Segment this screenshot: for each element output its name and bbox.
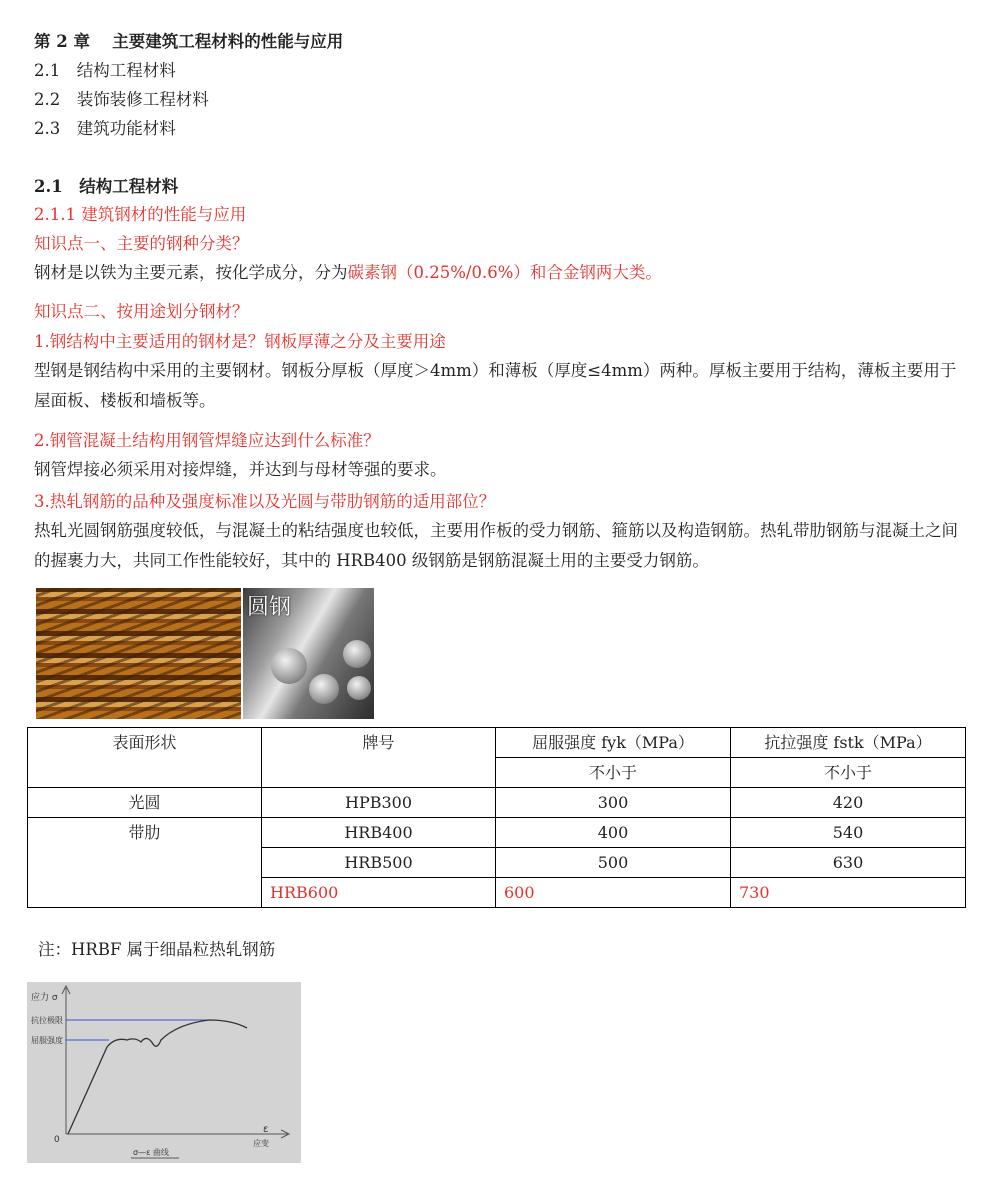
cell-grade: HRB600	[262, 878, 496, 908]
note: 注：HRBF 属于细晶粒热轧钢筋	[38, 940, 276, 959]
question-3: 3.热轧钢筋的品种及强度标准以及光圆与带肋钢筋的适用部位？	[34, 492, 496, 511]
header-tensile: 抗拉强度 fstk（MPa）	[731, 728, 966, 758]
rod-end	[347, 676, 371, 700]
curve-caption: σ—ε 曲线	[133, 1148, 169, 1157]
round-steel-label: 圆钢	[247, 595, 292, 620]
stress-strain-line	[68, 1020, 247, 1134]
k1-text-plain: 钢材是以铁为主要元素，按化学成分，分为	[34, 263, 348, 282]
round-steel-photo	[243, 588, 374, 719]
tensile-limit-label: 抗拉极限	[31, 1016, 63, 1025]
table-row	[28, 818, 966, 848]
question-2: 2.钢管混凝土结构用钢管焊缝应达到什么标准？	[34, 431, 380, 450]
rod-end	[343, 640, 371, 668]
section-heading: 2.1 结构工程材料	[34, 177, 179, 196]
header-grade: 牌号	[262, 728, 496, 788]
answer-1: 型钢是钢结构中采用的主要钢材。钢板分厚板（厚度＞4mm）和薄板（厚度≤4mm）两种。厚板主要用于结构，薄板主要用于屋面板、楼板和墙板等。	[34, 361, 957, 410]
cell-grade: HRB400	[262, 818, 496, 848]
knowledge-point-2-title: 知识点二、按用途划分钢材？	[34, 302, 249, 321]
header-yield: 屈服强度 fyk（MPa）	[496, 728, 731, 758]
cell-tensile: 630	[731, 848, 966, 878]
yield-strength-label: 屈服强度	[31, 1036, 63, 1045]
cell-yield: 600	[496, 878, 731, 908]
x-axis-symbol: ε	[263, 1124, 269, 1135]
subsection-heading: 2.1.1 建筑钢材的性能与应用	[34, 205, 247, 224]
toc-item-2-1: 2.1 结构工程材料	[34, 61, 176, 80]
cell-yield: 500	[496, 848, 731, 878]
y-axis-label: 应力 σ	[31, 993, 58, 1003]
k1-text-highlight: 碳素钢（0.25%/0.6%）和合金钢两大类。	[347, 263, 662, 282]
x-axis-label: 应变	[253, 1139, 269, 1148]
toc-item-2-2: 2.2 装饰装修工程材料	[34, 90, 209, 109]
cell-tensile: 540	[731, 818, 966, 848]
ribbed-rebar-photo	[36, 588, 241, 719]
rod-end	[271, 648, 307, 684]
cell-yield: 400	[496, 818, 731, 848]
rebar-strength-table	[27, 727, 966, 908]
answer-2: 钢管焊接必须采用对接焊缝，并达到与母材等强的要求。	[34, 460, 447, 479]
cell-shape: 光圆	[28, 788, 262, 818]
cell-grade: HPB300	[262, 788, 496, 818]
cell-grade: HRB500	[262, 848, 496, 878]
chapter-title: 第 2 章 主要建筑工程材料的性能与应用	[34, 32, 344, 51]
subheader-tensile: 不小于	[731, 758, 966, 788]
table-row	[28, 788, 966, 818]
question-1: 1.钢结构中主要适用的钢材是？钢板厚薄之分及主要用途	[34, 332, 446, 351]
cell-shape: 带肋	[28, 818, 262, 908]
knowledge-point-1-text	[34, 262, 662, 284]
stress-strain-curve	[27, 982, 301, 1163]
origin-label: 0	[54, 1135, 60, 1145]
answer-3: 热轧光圆钢筋强度较低，与混凝土的粘结强度也较低，主要用作板的受力钢筋、箍筋以及构造钢筋。热轧带肋钢筋与混凝土之间的握裹力大，共同工作性能较好，其中的 HRB400 级钢筋是钢筋混凝土用的主要受力钢筋。	[34, 521, 958, 570]
subheader-yield: 不小于	[496, 758, 731, 788]
knowledge-point-1-title: 知识点一、主要的钢种分类？	[34, 234, 249, 253]
curve-svg	[27, 982, 301, 1163]
header-shape: 表面形状	[28, 728, 262, 788]
cell-tensile: 420	[731, 788, 966, 818]
toc-item-2-3: 2.3 建筑功能材料	[34, 119, 176, 138]
rod-end	[309, 674, 339, 704]
cell-tensile: 730	[731, 878, 966, 908]
cell-yield: 300	[496, 788, 731, 818]
